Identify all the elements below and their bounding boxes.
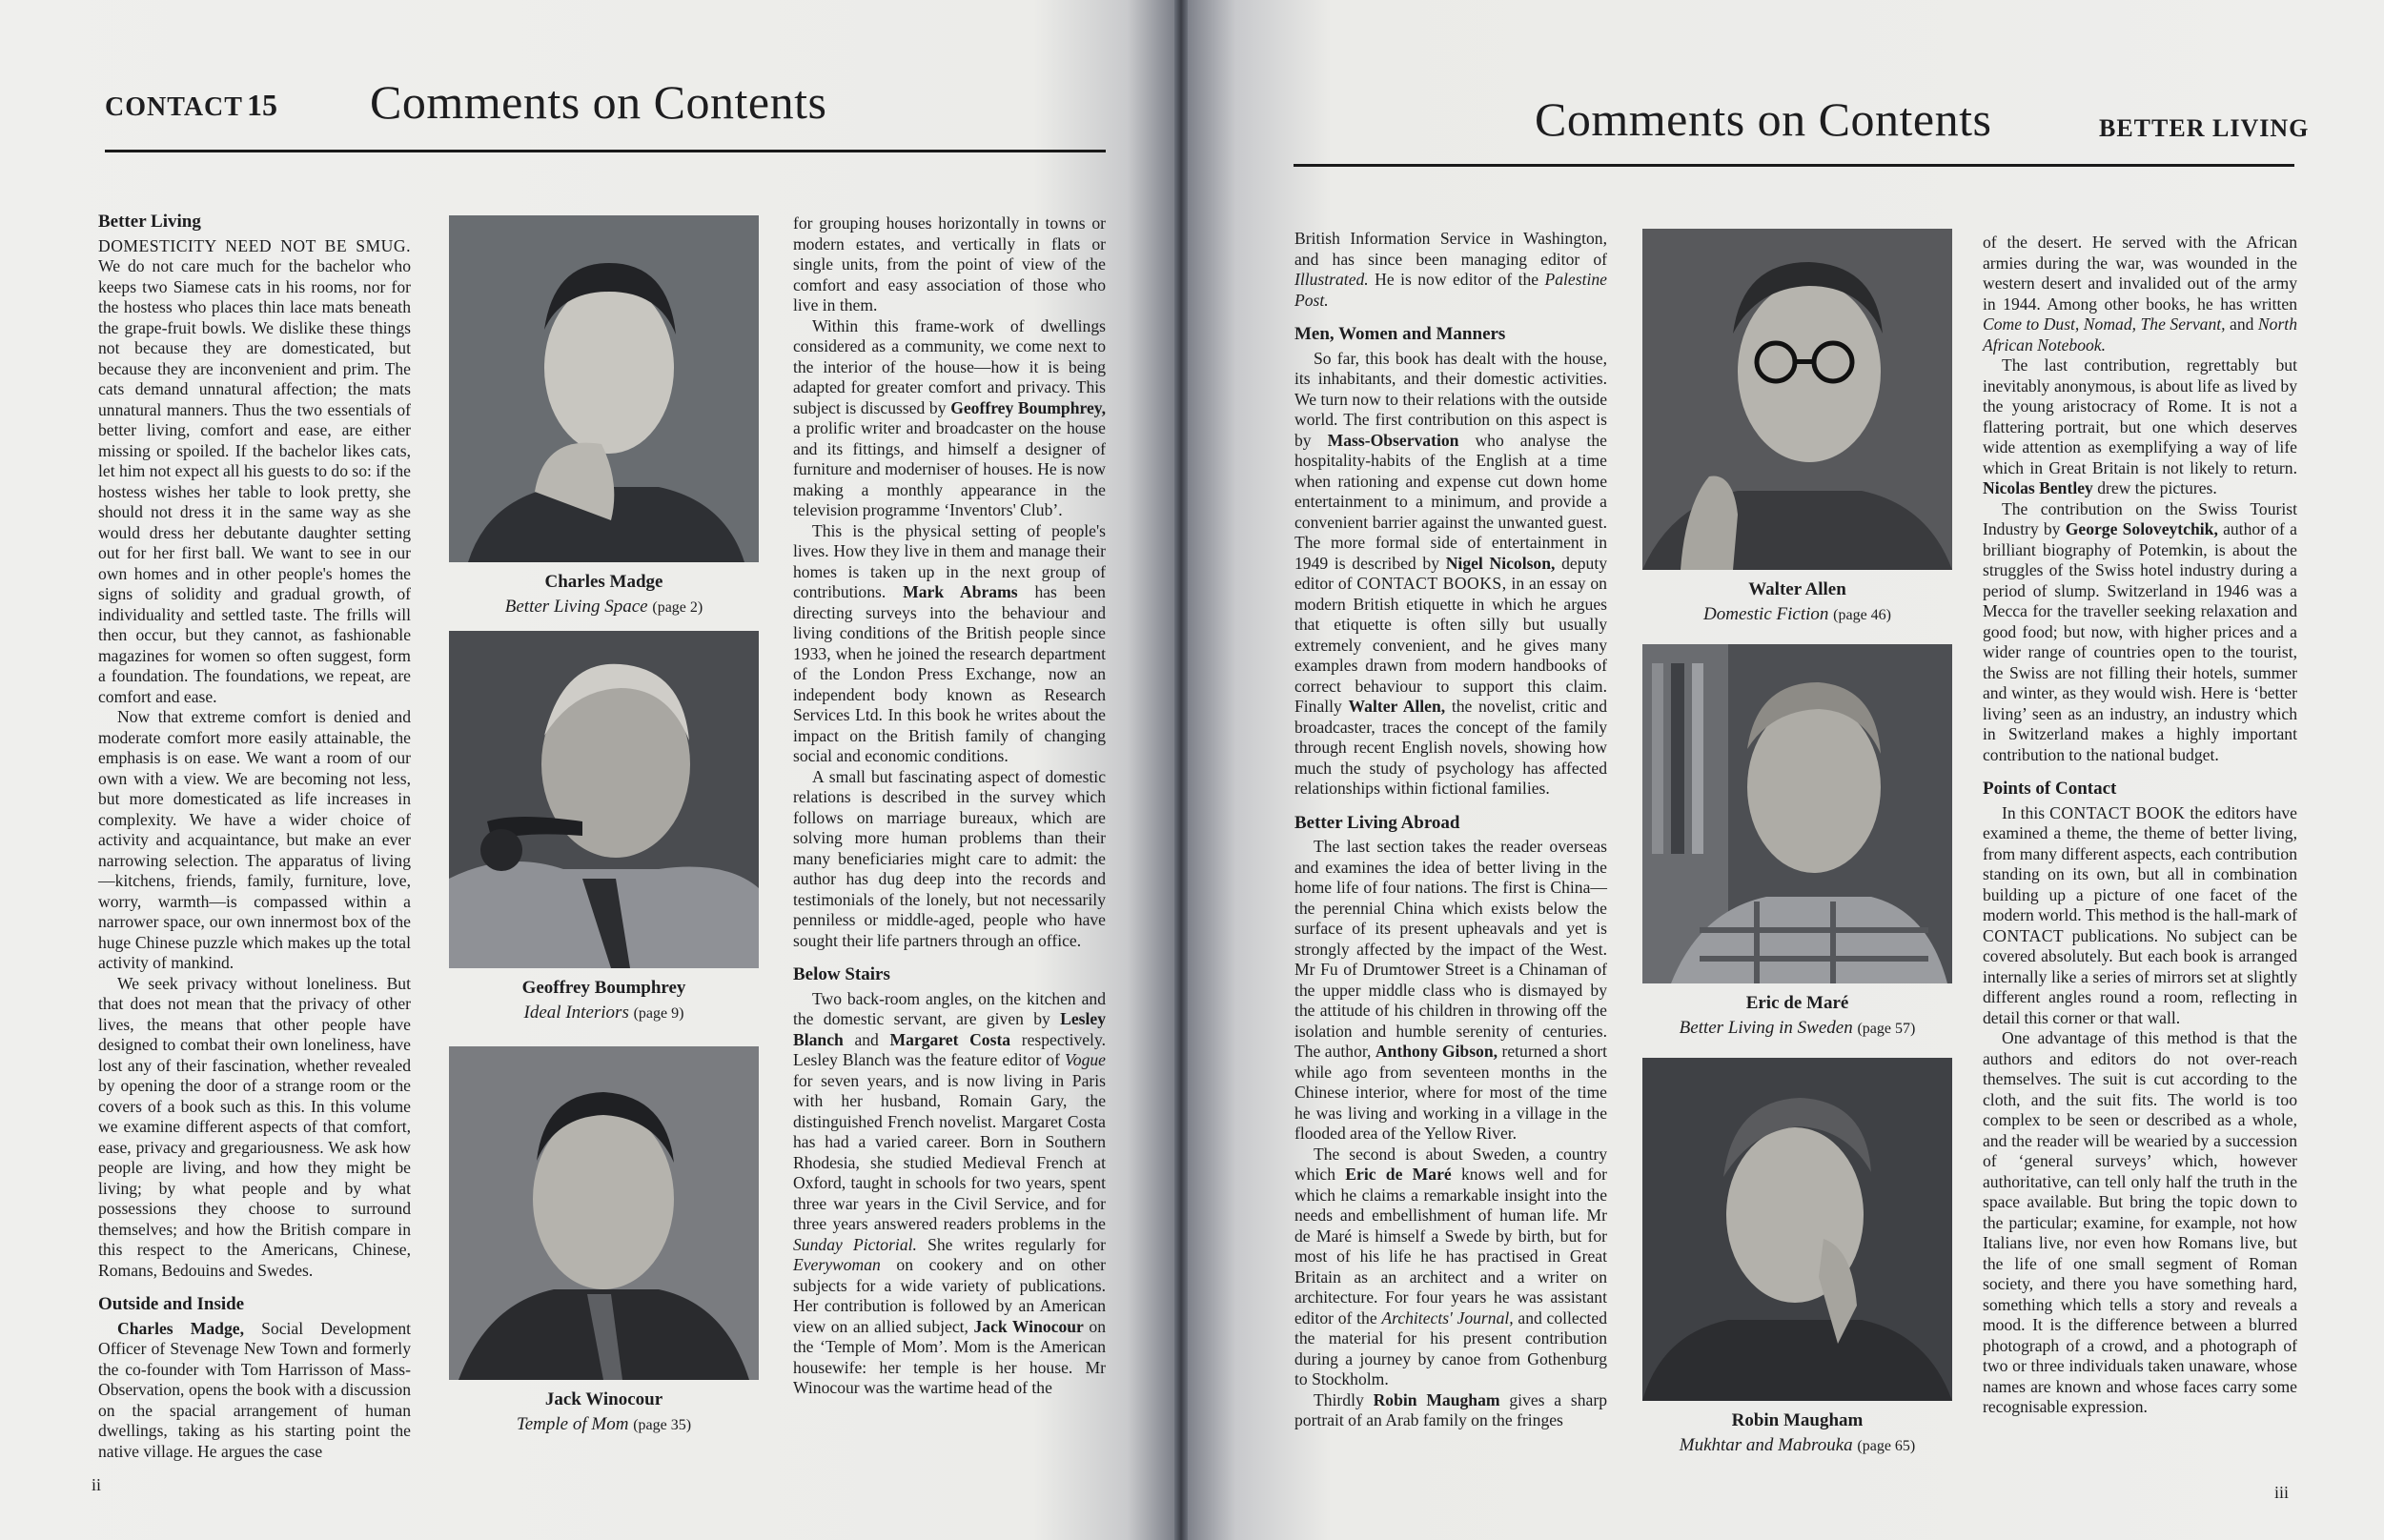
author-name: Mass-Observation (1327, 430, 1459, 450)
portrait-image (449, 631, 759, 968)
caption-name: Robin Maugham (1731, 1410, 1864, 1430)
issue-number: 15 (246, 88, 277, 122)
imprint-name: CONTACT BOOK (2049, 802, 2186, 822)
text: The second is about Sweden, a country which (1294, 1144, 1607, 1184)
author-name: Nigel Nicolson, (1445, 553, 1556, 573)
text: So far, this book has dealt with the house, its inhabitants, and their domestic activities. We turn now to their relations with the outside world. The first contribution on this aspect is by (1294, 348, 1607, 450)
book-titles: Come to Dust, Nomad, The Servant, (1983, 314, 2226, 334)
author-name: George Soloveytchik, (2065, 519, 2218, 538)
caption-name: Charles Madge (544, 572, 663, 592)
paragraph (1294, 1145, 1607, 1390)
portrait-photo (1642, 644, 1952, 983)
text: She writes regularly for (927, 1234, 1106, 1254)
text: author of a brilliant biography of Potemkin, is about the struggles of the Swiss hotel industry during a period of slump. Switzerland in 1946 was a Mecca for the traveller seeking relaxation and good food; but now, with higher prices and a wider range of countries open to the tourist, the Swiss are not filling their hotels, summer and winter, as they would wish. Here is ‘better living’ seen as an industry, an industry which in Switzerland makes a highly important contribution to the national budget. (1983, 519, 2297, 764)
portrait-photo (449, 631, 759, 968)
page-title-right: Comments on Contents (1535, 92, 1992, 146)
work-title: Better Living Space (504, 597, 648, 617)
author-name: Lesley Blanch (793, 1009, 1106, 1049)
paragraph (1983, 233, 2297, 355)
text: Two back-room angles, on the kitchen and the domestic servant, are given by (793, 988, 1106, 1028)
work-title: Domestic Fiction (1703, 604, 1829, 624)
author-name: Walter Allen, (1348, 697, 1446, 716)
paragraph: for grouping houses horizontally in towns or modern estates, and vertically in flats or single units, from the point of view of the comfort and easy association of those who live in them. (793, 213, 1106, 314)
caption-name: Geoffrey Boumphrey (521, 978, 686, 998)
portrait-photo (1642, 1058, 1952, 1401)
author-name: Eric de Maré (1345, 1165, 1452, 1184)
author-name: Robin Maugham (1373, 1389, 1500, 1409)
paragraph (98, 1319, 411, 1463)
author-name: Anthony Gibson, (1375, 1042, 1498, 1061)
publication-title: Illustrated. (1294, 270, 1369, 289)
portrait-image (1642, 229, 1952, 570)
page-ref: (page 46) (1833, 607, 1891, 623)
heading-below-stairs: Below Stairs (793, 964, 890, 984)
heading-men-women-manners: Men, Women and Manners (1294, 324, 1506, 344)
portrait-image (449, 215, 759, 562)
text: Within this frame-work of dwellings considered as a community, we come next to the interior of the house—how it is being adapted for greater comfort and privacy. This subject is discussed by (793, 315, 1106, 417)
paragraph (1983, 499, 2297, 766)
running-header-left (105, 88, 277, 123)
heading-points-of-contact: Points of Contact (1983, 779, 2117, 799)
publication-title: Sunday Pictorial. (793, 1234, 917, 1254)
left-column-1 (98, 212, 411, 1462)
portrait-photo (449, 1046, 759, 1380)
publication-title: Vogue (1064, 1050, 1106, 1069)
heading-outside-inside: Outside and Inside (98, 1294, 245, 1314)
caption-name: Eric de Maré (1745, 993, 1849, 1013)
portrait-photo (1642, 229, 1952, 570)
heading-better-living: Better Living (98, 212, 201, 232)
right-page (1188, 0, 2384, 1540)
portrait-block (449, 1046, 759, 1435)
text: knows well and for which he claims a remarkable insight into the needs and embellishment of human life. Mr de Maré is himself a Swede by birth, but for most of his life he has practised in Great Britain as an architect and a writer on architecture. For four years he was assistant editor of the (1294, 1165, 1607, 1327)
text: in an essay on modern British etiquette in which he argues that etiquette is often silly but usually extremely convenient, and he gives many examples drawn from modern handbooks of correct behaviour to support this claim. Finally (1294, 574, 1607, 716)
imprint-name: CONTACT BOOKS, (1356, 574, 1507, 593)
paragraph (793, 989, 1106, 1399)
paragraph: Now that extreme comfort is denied and moderate comfort more easily attainable, the emphasis is on ease. We want a room of our own with a view. We are becoming not less, but more domesticated as life increases in complexity. We have a wider choice of activity and acquaintance, but make an ever narrowing selection. The apparatus of living—kitchens, friends, family, furniture, love, worry, warmth—is compassed within a narrower space, our own innermost box of the huge Chinese puzzle which makes up the total activity of mankind. (98, 707, 411, 972)
portrait-block (1642, 644, 1952, 1039)
page-title-left: Comments on Contents (370, 75, 827, 129)
caption-work (449, 1003, 759, 1023)
paragraph (793, 521, 1106, 767)
text: and collected the material for his present contribution during a journey by canoe from Gothenburg to Stockholm. (1294, 1307, 1608, 1388)
author-name: Charles Madge, (117, 1318, 244, 1338)
work-title: Temple of Mom (516, 1414, 629, 1434)
caption-work (1642, 1435, 1952, 1456)
paragraph (1294, 1390, 1607, 1431)
portrait-photo (449, 215, 759, 562)
text: deputy editor of (1294, 553, 1608, 593)
text: on cookery and on other subjects for a wide variety of publications. Her contribution is followed by an American view on an allied subject, (793, 1255, 1106, 1336)
page-ref: (page 57) (1857, 1021, 1916, 1037)
paragraph (98, 236, 411, 708)
author-name: Geoffrey Boumphrey, (950, 397, 1107, 417)
caption-work (449, 1414, 759, 1435)
portrait-block (1642, 229, 1952, 625)
page-ref: (page 35) (633, 1417, 692, 1433)
folio-left: ii (92, 1475, 102, 1494)
left-page (0, 0, 1174, 1540)
portrait-image (1642, 1058, 1952, 1401)
text: The last section takes the reader overseas and examines the idea of better living in the home life of four nations. The first is China—the perennial China which exists below the surface of its present upheavals and yet is strongly affected by the impact of the West. Mr Fu of Drumtower Street is a Chinaman of the upper middle class who is dismayed by the attitude of his children in throwing off the isolation and humble serenity of centuries. The author, (1294, 837, 1607, 1061)
portrait-image (449, 1046, 759, 1380)
page-ref: (page 65) (1857, 1438, 1916, 1454)
text: publications. No subject can be covered absolutely. But each book is arranged internally like a series of mirrors set at slightly different angles round a room, reflecting in detail this corner or that wall. (1983, 925, 2297, 1027)
work-title: Ideal Interiors (523, 1003, 629, 1023)
text: for seven years, and is now living in Paris with her husband, Romain Gary, the distinguished French novelist. Margaret Costa has had a varied career. Born in Southern Rhodesia, she studied Medieval French at Oxford, taught in schools for two years, spent three war years in the Civil Service, and for three years answered readers problems in the (793, 1070, 1106, 1233)
contact-label: CONTACT (105, 92, 243, 122)
right-column-1 (1294, 229, 1607, 1431)
page-ref: (page 9) (633, 1005, 684, 1022)
author-name: Jack Winocour (973, 1316, 1084, 1336)
lead-in: DOMESTICITY NEED NOT BE SMUG. (98, 235, 411, 255)
text: We do not care much for the bachelor who keeps two Siamese cats in his rooms, nor for the hostess who places thin lace mats beneath the grape-fruit bowls. We dislike these things not because they are domesticated, but because they are inconvenient and prim. The cats demand unnatural affection; the mats unnatural manners. Thus the two essentials of better living, comfort and ease, are either missing or spoiled. If the bachelor likes cats, let him not expect all his guests to do so: if the hostess wishes her table to look pretty, she should not dress it in the same way as she would dress her debutante daughter setting out for her first ball. We want to see in our own homes and in other people's homes the signs of solidity and gradual growth, of individuality and settled taste. The frills will then occur, but they cannot, as fashionable magazines for women so often suggest, form a foundation. The foundations, we repeat, are comfort and ease. (98, 256, 411, 706)
paragraph (793, 316, 1106, 521)
text: The last contribution, regrettably but inevitably anonymous, is about life as lived by the young aristocracy of Rome. It is not a flattering portrait, but one which deserves wide attention as exemplifying a way of life which in Great Britain is not likely to return. (1983, 355, 2297, 477)
book-title: North African Notebook. (1983, 314, 2297, 355)
text: British Information Service in Washington, and has since been managing editor of (1294, 229, 1607, 269)
imprint-name: CONTACT (1983, 925, 2065, 945)
text: and (854, 1029, 879, 1049)
paragraph (1294, 349, 1607, 800)
portrait-block (449, 631, 759, 1023)
author-name: Mark Abrams (903, 582, 1018, 601)
publication-title: Everywoman (793, 1255, 881, 1274)
text: has been directing surveys into the behaviour and living conditions of the British people since 1933, when he joined the research department of the London Press Exchange, now an independent body known as Research Services Ltd. In this book he writes about the impact on the British family of changing social and economic conditions. (793, 582, 1106, 765)
work-title: Better Living in Sweden (1679, 1018, 1853, 1038)
caption-name: Jack Winocour (544, 1389, 663, 1409)
text: He is now editor of the (1375, 270, 1539, 289)
book-gutter (1174, 0, 1188, 1540)
header-rule-right (1294, 164, 2294, 167)
author-name: Margaret Costa (889, 1029, 1011, 1049)
header-rule-left (105, 150, 1106, 152)
paragraph: A small but fascinating aspect of domestic relations is described in the survey which follows on marriage bureaux, which are solving more human problems than their many beneficiaries might care to admit: the author has dug deep into the records and testimonials of the lonely, but not necessarily penniless or middle-aged, people who have sought their life partners through an office. (793, 766, 1106, 950)
portrait-block (449, 215, 759, 618)
paragraph: One advantage of this method is that the authors and editors do not over-reach themselves. The suit is cut according to the cloth, and the suit fits. The world is too complex to be seen or described as a whole, and the reader will be wearied by a succession of ‘general surveys’ which, however authoritative, can tell only half the truth in the space available. But bring the topic down to the particular; examine, for example, not how Italians live, nor even how Romans live, but the life of one small segment of Roman society, and there you have something hard, something which tells a story and reveals a mood. It is the difference between a blurred photograph of a crowd, and a photograph of two or three individuals taken unaware, whose names are known and whose faces carry some recognisable expression. (1983, 1028, 2297, 1416)
text: Thirdly (1314, 1389, 1364, 1409)
section-label: BETTER LIVING (2099, 114, 2310, 142)
publication-title: Palestine Post. (1294, 270, 1607, 310)
folio-right: iii (2274, 1483, 2290, 1502)
text: a prolific writer and broadcaster on the house and its fittings, and himself a designer of furniture and moderniser of houses. He is now making a monthly appearance in the television programme ‘Inventors' Club’. (793, 418, 1106, 519)
work-title: Mukhtar and Mabrouka (1679, 1435, 1853, 1455)
publication-title: Architects' Journal, (1381, 1307, 1514, 1327)
caption-work (1642, 1018, 1952, 1039)
paragraph: We seek privacy without loneliness. But that does not mean that the privacy of other lives, the means that other people have designed to combat their own loneliness, have lost any of their fascination, whether revealed by opening the door of a strange room or the covers of a book such as this. In this volume we examine different aspects of that comfort, ease, privacy and gregariousness. We ask how people are living, and how they might be living; by what people and by what possessions they choose to surround themselves; and how the British compare in this respect to the Americans, Chinese, Romans, Bedouins and Swedes. (98, 973, 411, 1280)
author-name: Nicolas Bentley (1983, 478, 2093, 497)
text: respectively. Lesley Blanch was the feature editor of (793, 1029, 1107, 1069)
text: the editors have examined a theme, the theme of better living, from many different aspects, each contribution standing on its own, but all in combination building up a picture of one facet of the modern world. This method is the hall-mark of (1983, 802, 2297, 924)
text: of the desert. He served with the African armies during the war, was wounded in the western desert and invalided out of the army in 1944. Among other books, he has written (1983, 233, 2297, 314)
portrait-image (1642, 644, 1952, 983)
portrait-block (1642, 1058, 1952, 1456)
paragraph (1294, 229, 1607, 311)
caption-work (449, 597, 759, 618)
text: Social Development Officer of Stevenage New Town and formerly the co-founder with Tom Harrisson of Mass-Observation, opens the book with a discussion on the spacial arrangement of human dwellings, taking as his starting point the native village. He argues the case (98, 1318, 411, 1461)
text: the novelist, critic and broadcaster, traces the concept of the family through recent English novels, showing how much the study of psychology has affected relationships within fictional families. (1294, 697, 1607, 798)
heading-better-living-abroad: Better Living Abroad (1294, 812, 1460, 833)
text: on the ‘Temple of Mom’. Mom is the American housewife: her temple is her house. Mr Winocour was the wartime head of the (793, 1316, 1107, 1397)
text: The contribution on the Swiss Tourist Industry by (1983, 498, 2297, 538)
caption-work (1642, 604, 1952, 625)
caption-name: Walter Allen (1748, 579, 1846, 599)
text: In this (2002, 802, 2046, 822)
page-ref: (page 2) (652, 599, 703, 616)
text: gives a sharp portrait of an Arab family on the fringes (1294, 1389, 1607, 1429)
text: returned a short while ago from seventeen months in the Chinese interior, where for most of the time he was living and working in a village in the flooded area of the Yellow River. (1294, 1042, 1607, 1143)
text: and (2230, 314, 2254, 334)
left-column-3 (793, 213, 1106, 1399)
paragraph (1983, 355, 2297, 499)
right-column-3 (1983, 233, 2297, 1418)
paragraph (1983, 803, 2297, 1029)
text: drew the pictures. (2097, 478, 2217, 497)
text: This is the physical setting of people's lives. How they live in them and manage their homes is taken up in the next group of contributions. (793, 520, 1106, 601)
text: who analyse the hospitality-habits of the English at a time when rationing and expense cut down home entertainment to a minimum, and provide a convenient barrier against the unwanted guest. The more formal side of entertainment in 1949 is described by (1294, 430, 1607, 573)
paragraph (1294, 837, 1607, 1145)
